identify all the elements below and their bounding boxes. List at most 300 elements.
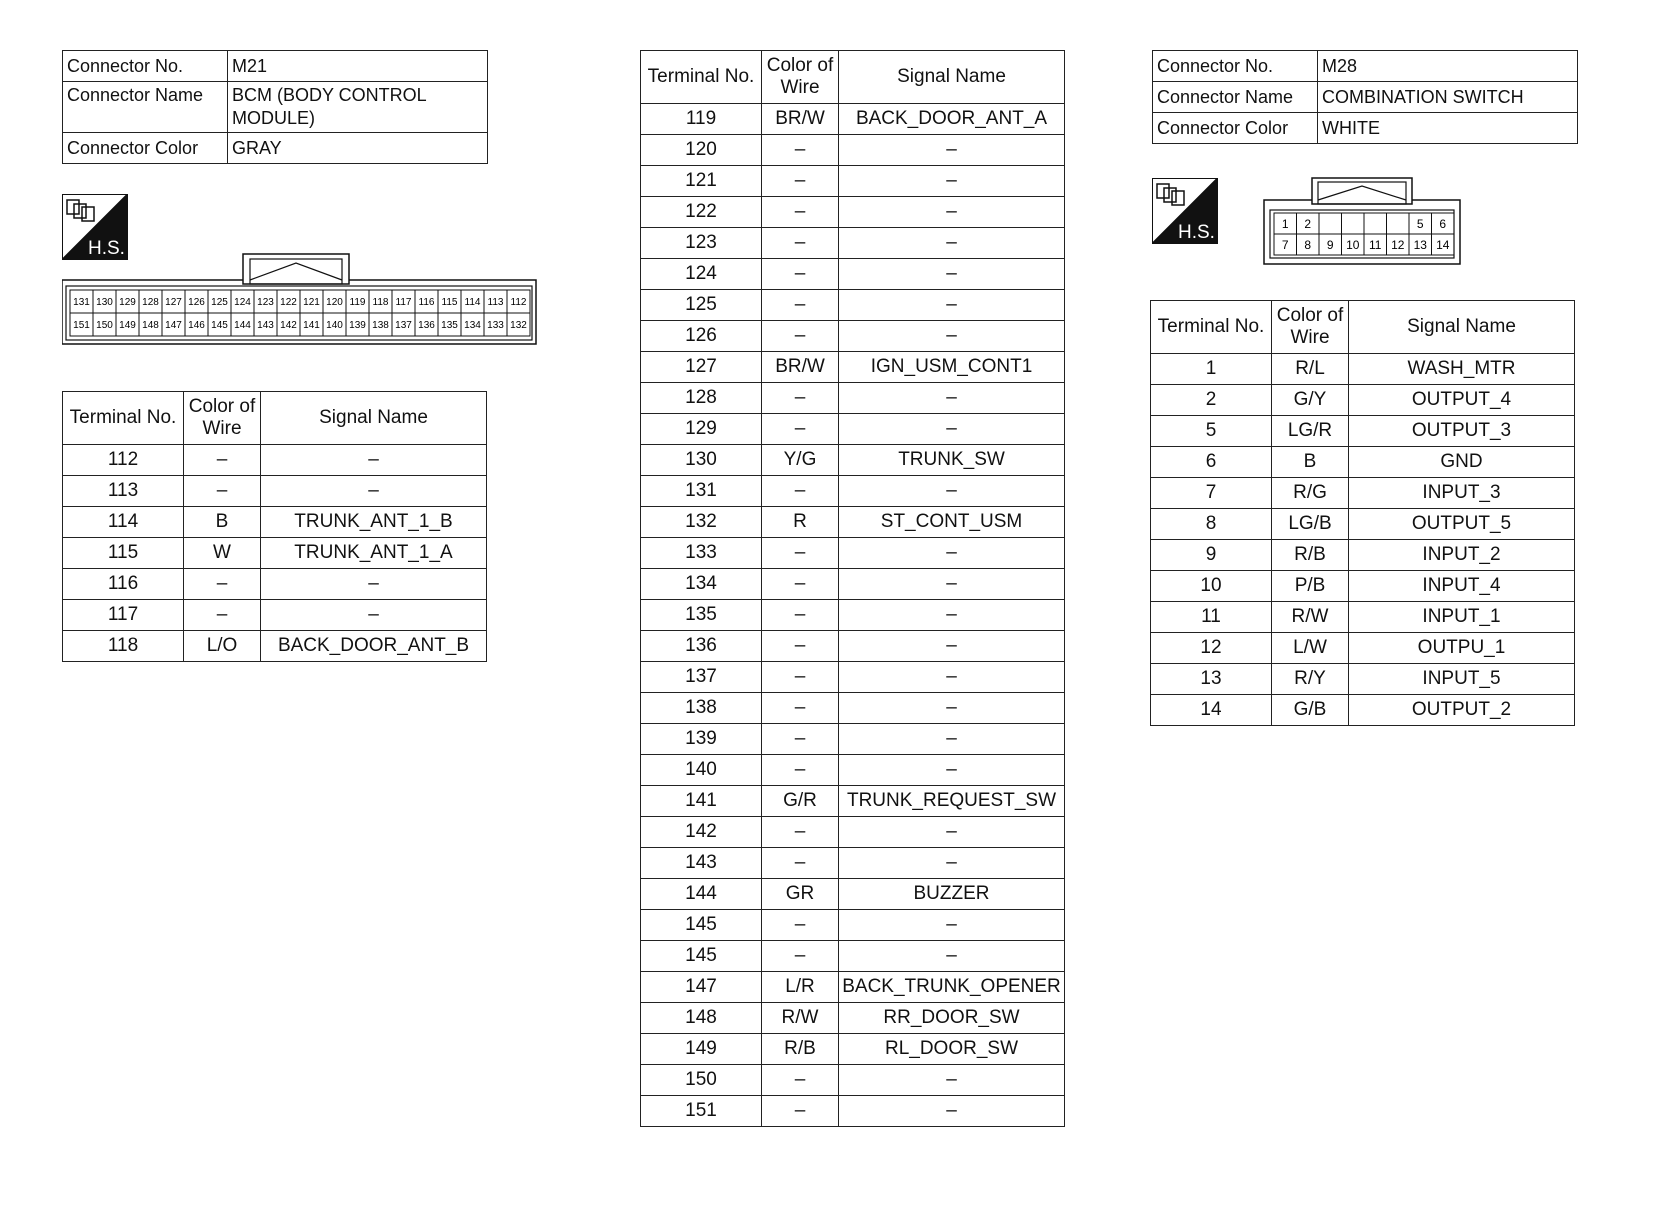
info-row-connector-color [1153,113,1578,144]
table-row [641,507,1065,538]
table-row [641,600,1065,631]
pin-number: 147 [165,320,182,332]
table-row [63,631,487,662]
wire-color-cell: – [184,445,261,476]
wire-color-cell: R [762,507,839,538]
signal-name-cell: – [839,631,1065,662]
pin-number: 127 [165,297,182,309]
wire-color-cell: – [762,135,839,166]
pin-number: 145 [211,320,228,332]
pin-number: 9 [1326,237,1334,252]
signal-name-cell: BACK_TRUNK_OPENER [839,972,1065,1003]
table-row [641,1065,1065,1096]
wire-color-cell: Y/G [762,445,839,476]
table-row [641,135,1065,166]
wire-color-cell: R/W [762,1003,839,1034]
terminal-no-cell: 126 [641,321,762,352]
wire-color-cell: – [762,569,839,600]
table-row [63,445,487,476]
wire-color-cell: R/L [1272,354,1349,385]
terminal-no-cell: 136 [641,631,762,662]
m28-connector-no: M28 [1318,51,1578,82]
table-row [641,445,1065,476]
header-color-line1: Color of [188,396,256,417]
wire-color-cell: B [1272,447,1349,478]
table-row [641,569,1065,600]
wire-color-cell: LG/R [1272,416,1349,447]
wire-color-cell: – [762,755,839,786]
pin-number: 6 [1439,216,1447,231]
table-row [1151,416,1575,447]
pin-number: 115 [441,297,458,309]
pin-number: 134 [464,320,481,332]
terminal-no-cell: 7 [1151,478,1272,509]
wire-color-cell: – [762,538,839,569]
hs-harness-side-icon-m28 [1152,178,1218,244]
signal-name-cell: – [839,693,1065,724]
terminal-no-cell: 8 [1151,509,1272,540]
wire-color-cell: R/Y [1272,664,1349,695]
terminal-no-cell: 132 [641,507,762,538]
pin-number: 138 [372,320,389,332]
table-row [63,476,487,507]
signal-name-cell: TRUNK_ANT_1_A [261,538,487,569]
pin-number: 143 [257,320,274,332]
terminal-no-cell: 151 [641,1096,762,1127]
pin-number: 136 [418,320,435,332]
pin-number: 8 [1304,237,1312,252]
table-row [641,352,1065,383]
m21-connector-face-diagram [62,252,538,346]
pin-number: 116 [418,297,435,309]
terminal-no-cell: 125 [641,290,762,321]
signal-name-cell: INPUT_5 [1349,664,1575,695]
pin-number: 12 [1391,237,1405,252]
terminal-no-cell: 144 [641,879,762,910]
wire-color-cell: – [762,414,839,445]
wire-color-cell: – [184,476,261,507]
header-color-line2: Wire [1290,327,1330,348]
signal-name-cell: – [839,135,1065,166]
terminal-no-cell: 117 [63,600,184,631]
signal-name-cell: – [261,445,487,476]
signal-name-cell: – [839,1065,1065,1096]
wire-color-cell: – [762,1096,839,1127]
table-row [1151,633,1575,664]
signal-name-cell: – [839,600,1065,631]
table-row [641,693,1065,724]
wire-color-cell: R/B [762,1034,839,1065]
signal-name-cell: – [839,569,1065,600]
table-row [63,600,487,631]
terminal-no-cell: 145 [641,910,762,941]
signal-name-cell: OUTPUT_2 [1349,695,1575,726]
signal-name-cell: WASH_MTR [1349,354,1575,385]
pin-number: 112 [510,297,527,309]
terminal-no-cell: 143 [641,848,762,879]
wire-color-cell: L/W [1272,633,1349,664]
header-color-of-wire [762,51,839,104]
signal-name-cell: – [261,569,487,600]
wire-color-cell: G/B [1272,695,1349,726]
signal-name-cell: INPUT_1 [1349,602,1575,633]
terminal-no-cell: 147 [641,972,762,1003]
pin-number: 113 [487,297,504,309]
terminal-no-cell: 123 [641,228,762,259]
terminal-no-cell: 124 [641,259,762,290]
terminal-no-cell: 11 [1151,602,1272,633]
table-row [641,1034,1065,1065]
terminal-no-cell: 116 [63,569,184,600]
terminal-no-cell: 122 [641,197,762,228]
signal-name-cell: – [839,941,1065,972]
signal-name-cell: GND [1349,447,1575,478]
pin-number: 125 [211,297,228,309]
signal-name-cell: OUTPUT_3 [1349,416,1575,447]
table-row [641,755,1065,786]
wire-color-cell: – [762,631,839,662]
wire-color-cell: BR/W [762,104,839,135]
signal-name-cell: TRUNK_SW [839,445,1065,476]
terminal-no-cell: 149 [641,1034,762,1065]
wire-color-cell: – [762,383,839,414]
info-row-connector-name [63,82,488,133]
signal-name-cell: – [839,321,1065,352]
label-connector-no: Connector No. [63,51,228,82]
pin-number: 142 [280,320,297,332]
terminal-no-cell: 141 [641,786,762,817]
pin-number: 149 [119,320,136,332]
pin-number: 10 [1346,237,1360,252]
table-row [641,941,1065,972]
label-connector-name: Connector Name [63,82,228,133]
label-connector-name: Connector Name [1153,82,1318,113]
table-row [641,290,1065,321]
signal-name-cell: BACK_DOOR_ANT_B [261,631,487,662]
terminal-no-cell: 150 [641,1065,762,1096]
signal-name-cell: BUZZER [839,879,1065,910]
wire-color-cell: – [762,941,839,972]
table-row [641,662,1065,693]
pin-number: 119 [349,297,366,309]
pin-number: 7 [1281,237,1289,252]
table-row [641,1096,1065,1127]
table-row [641,197,1065,228]
m28-connector-info-table [1152,50,1578,144]
wire-color-cell: B [184,507,261,538]
pin-number: 121 [303,297,320,309]
terminal-no-cell: 10 [1151,571,1272,602]
pin-number: 1 [1281,216,1289,231]
signal-name-cell: OUTPUT_5 [1349,509,1575,540]
table-row [1151,354,1575,385]
terminal-no-cell: 135 [641,600,762,631]
table-row [1151,695,1575,726]
terminal-no-cell: 131 [641,476,762,507]
terminal-no-cell: 5 [1151,416,1272,447]
terminal-no-cell: 137 [641,662,762,693]
terminal-no-cell: 142 [641,817,762,848]
header-color-of-wire [1272,301,1349,354]
m21-connector-name [228,82,488,133]
pin-number: 129 [119,297,136,309]
wire-color-cell: R/G [1272,478,1349,509]
wire-color-cell: – [762,724,839,755]
table-row [641,476,1065,507]
wire-color-cell: – [762,290,839,321]
signal-name-cell: TRUNK_ANT_1_B [261,507,487,538]
pin-number: 141 [303,320,320,332]
pin-number: 128 [142,297,159,309]
signal-name-cell: – [839,166,1065,197]
wire-color-cell: – [762,321,839,352]
hs-harness-side-icon-m21 [62,194,128,260]
signal-name-cell: – [839,259,1065,290]
m28-connector-name: COMBINATION SWITCH [1318,82,1578,113]
pin-number: 140 [326,320,343,332]
pin-number: 126 [188,297,205,309]
table-row [63,569,487,600]
terminal-no-cell: 138 [641,693,762,724]
pin-number: 13 [1413,237,1427,252]
terminal-no-cell: 112 [63,445,184,476]
pin-number: 130 [96,297,113,309]
header-signal-name: Signal Name [839,51,1065,104]
wire-color-cell: – [762,600,839,631]
pin-number: 118 [372,297,389,309]
pin-number: 2 [1304,216,1312,231]
terminal-no-cell: 13 [1151,664,1272,695]
signal-name-cell: INPUT_4 [1349,571,1575,602]
wire-color-cell: L/R [762,972,839,1003]
wire-color-cell: – [762,848,839,879]
signal-name-cell: – [839,290,1065,321]
terminal-no-cell: 120 [641,135,762,166]
pin-number: 124 [234,297,251,309]
table-row [641,786,1065,817]
terminal-no-cell: 12 [1151,633,1272,664]
table-row [641,259,1065,290]
terminal-no-cell: 6 [1151,447,1272,478]
pin-number: 122 [280,297,297,309]
m21-terminal-table-left [62,391,487,662]
table-row [1151,664,1575,695]
pin-number: 146 [188,320,205,332]
info-row-connector-name [1153,82,1578,113]
signal-name-cell: ST_CONT_USM [839,507,1065,538]
table-row [1151,540,1575,571]
header-color-of-wire [184,392,261,445]
m21-connector-no: M21 [228,51,488,82]
terminal-no-cell: 113 [63,476,184,507]
wire-color-cell: – [762,228,839,259]
info-row-connector-no [1153,51,1578,82]
pin-number: 14 [1436,237,1450,252]
terminal-no-cell: 145 [641,941,762,972]
header-terminal-no: Terminal No. [641,51,762,104]
wire-color-cell: GR [762,879,839,910]
terminal-no-cell: 139 [641,724,762,755]
signal-name-cell: – [839,1096,1065,1127]
pin-number: 135 [441,320,458,332]
wire-color-cell: – [762,197,839,228]
terminal-no-cell: 148 [641,1003,762,1034]
terminal-no-cell: 2 [1151,385,1272,416]
wire-color-cell: – [762,259,839,290]
header-color-line1: Color of [1276,305,1344,326]
table-row [641,228,1065,259]
header-color-line1: Color of [766,55,834,76]
table-row [63,507,487,538]
table-row [1151,509,1575,540]
signal-name-cell: – [839,538,1065,569]
terminal-table-header-row [63,392,487,445]
header-color-line2: Wire [780,77,820,98]
signal-name-cell: – [839,476,1065,507]
hs-label: H.S. [88,238,125,259]
terminal-no-cell: 114 [63,507,184,538]
terminal-no-cell: 130 [641,445,762,476]
table-row [1151,571,1575,602]
table-row [641,166,1065,197]
terminal-no-cell: 121 [641,166,762,197]
table-row [641,972,1065,1003]
pin-number: 131 [73,297,90,309]
pin-number: 123 [257,297,274,309]
pin-number: 11 [1369,237,1382,252]
signal-name-cell: – [839,662,1065,693]
wire-color-cell: G/R [762,786,839,817]
wire-color-cell: – [762,1065,839,1096]
signal-name-cell: OUTPU_1 [1349,633,1575,664]
table-row [641,631,1065,662]
signal-name-cell: OUTPUT_4 [1349,385,1575,416]
pin-number: 148 [142,320,159,332]
table-row [1151,478,1575,509]
table-row [641,321,1065,352]
terminal-no-cell: 128 [641,383,762,414]
wire-color-cell: – [184,569,261,600]
header-terminal-no: Terminal No. [63,392,184,445]
pin-number: 137 [395,320,412,332]
header-color-line2: Wire [202,418,242,439]
wire-color-cell: G/Y [1272,385,1349,416]
header-terminal-no: Terminal No. [1151,301,1272,354]
signal-name-cell: – [839,197,1065,228]
signal-name-cell: – [839,910,1065,941]
wire-color-cell: – [184,600,261,631]
terminal-no-cell: 133 [641,538,762,569]
label-connector-color: Connector Color [63,133,228,164]
m21-connector-name-line2: MODULE) [232,108,316,128]
pin-number: 114 [464,297,481,309]
signal-name-cell: – [839,228,1065,259]
wire-color-cell: BR/W [762,352,839,383]
wire-color-cell: W [184,538,261,569]
pin-number: 139 [349,320,366,332]
table-row [641,910,1065,941]
label-connector-color: Connector Color [1153,113,1318,144]
table-row [641,383,1065,414]
m28-connector-face-diagram [1262,176,1462,266]
pin-number: 120 [326,297,343,309]
signal-name-cell: TRUNK_REQUEST_SW [839,786,1065,817]
signal-name-cell: – [261,600,487,631]
header-signal-name: Signal Name [261,392,487,445]
table-row [641,414,1065,445]
terminal-no-cell: 134 [641,569,762,600]
signal-name-cell: – [839,848,1065,879]
table-row [1151,385,1575,416]
m21-connector-name-line1: BCM (BODY CONTROL [232,85,427,105]
signal-name-cell: – [839,755,1065,786]
signal-name-cell: IGN_USM_CONT1 [839,352,1065,383]
m28-connector-color: WHITE [1318,113,1578,144]
pin-number: 150 [96,320,113,332]
terminal-no-cell: 115 [63,538,184,569]
m21-connector-color: GRAY [228,133,488,164]
wire-color-cell: L/O [184,631,261,662]
wire-color-cell: LG/B [1272,509,1349,540]
wire-color-cell: – [762,166,839,197]
pin-number: 151 [73,320,90,332]
table-row [1151,602,1575,633]
signal-name-cell: INPUT_3 [1349,478,1575,509]
wire-color-cell: – [762,817,839,848]
m28-terminal-table [1150,300,1575,726]
table-row [1151,447,1575,478]
wire-color-cell: – [762,693,839,724]
terminal-no-cell: 9 [1151,540,1272,571]
table-row [641,538,1065,569]
wire-color-cell: P/B [1272,571,1349,602]
table-row [641,848,1065,879]
m21-terminal-table-middle [640,50,1065,1127]
signal-name-cell: INPUT_2 [1349,540,1575,571]
header-signal-name: Signal Name [1349,301,1575,354]
info-row-connector-no [63,51,488,82]
signal-name-cell: – [839,414,1065,445]
wire-color-cell: R/W [1272,602,1349,633]
table-row [641,1003,1065,1034]
terminal-no-cell: 140 [641,755,762,786]
terminal-no-cell: 14 [1151,695,1272,726]
wire-color-cell: – [762,476,839,507]
pin-number: 132 [510,320,527,332]
table-row [641,724,1065,755]
label-connector-no: Connector No. [1153,51,1318,82]
wire-color-cell: R/B [1272,540,1349,571]
terminal-table-header-row [641,51,1065,104]
terminal-no-cell: 119 [641,104,762,135]
table-row [641,879,1065,910]
table-row [63,538,487,569]
pin-number: 5 [1416,216,1424,231]
wire-color-cell: – [762,662,839,693]
signal-name-cell: BACK_DOOR_ANT_A [839,104,1065,135]
signal-name-cell: – [839,724,1065,755]
terminal-no-cell: 129 [641,414,762,445]
signal-name-cell: RR_DOOR_SW [839,1003,1065,1034]
signal-name-cell: – [261,476,487,507]
table-row [641,104,1065,135]
wire-color-cell: – [762,910,839,941]
m21-connector-info-table [62,50,488,164]
info-row-connector-color [63,133,488,164]
terminal-no-cell: 1 [1151,354,1272,385]
pin-number: 117 [395,297,412,309]
terminal-no-cell: 118 [63,631,184,662]
